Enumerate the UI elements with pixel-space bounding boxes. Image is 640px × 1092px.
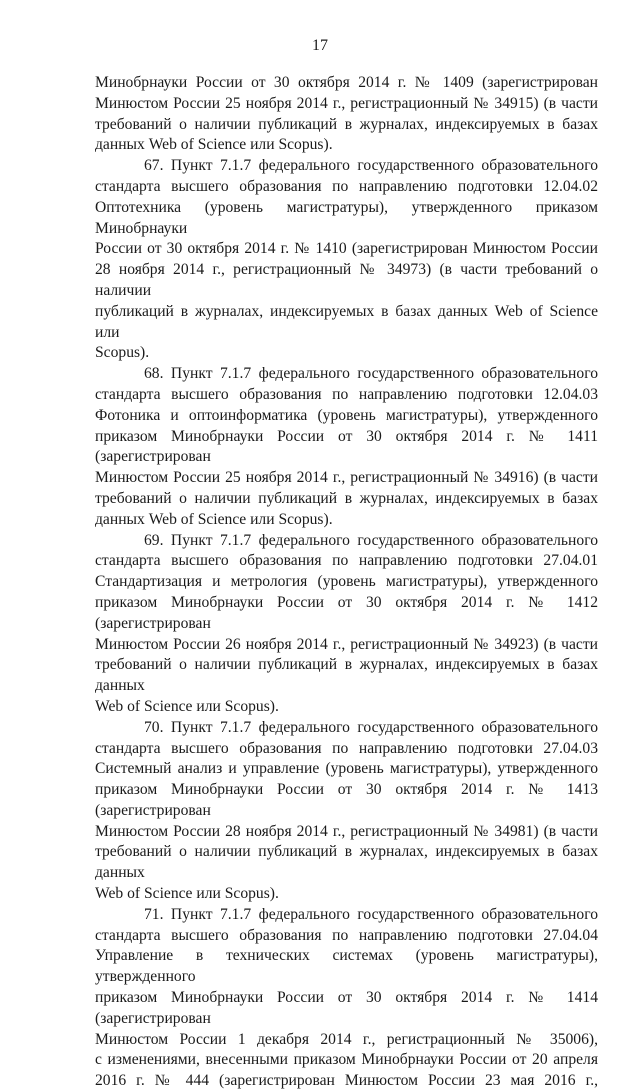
text-line: публикаций в журналах, индексируемых в базах данных Web of Science или xyxy=(95,302,598,341)
text-line: 71. Пункт 7.1.7 федерального государственного образовательного xyxy=(144,905,598,923)
text-line: требований о наличии публикаций в журналах, индексируемых в базах данных xyxy=(95,843,598,882)
text-line: приказом Минобрнауки России от 30 октября 2014 г. № 1411 (зарегистрирован xyxy=(95,427,598,466)
text-line: стандарта высшего образования по направлению подготовки 27.04.04 xyxy=(95,926,598,944)
text-line: 69. Пункт 7.1.7 федерального государственного образовательного xyxy=(144,531,598,549)
paragraph-item-69 xyxy=(95,531,598,718)
text-line: приказом Минобрнауки России от 30 октября 2014 г. № 1414 (зарегистрирован xyxy=(95,989,598,1027)
text-line: стандарта высшего образования по направлению подготовки 12.04.03 xyxy=(95,385,598,403)
text-line: данных Web of Science или Scopus). xyxy=(95,510,333,528)
text-line: данных Web of Science или Scopus). xyxy=(95,136,333,154)
text-line: 68. Пункт 7.1.7 федерального государственного образовательного xyxy=(144,365,598,383)
text-line: стандарта высшего образования по направлению подготовки 27.04.03 xyxy=(95,739,598,757)
text-line: Стандартизация и метрология (уровень магистратуры), утвержденного xyxy=(95,573,598,591)
text-line: требований о наличии публикаций в журналах, индексируемых в базах xyxy=(95,115,598,133)
text-line: Минюстом России 1 декабря 2014 г., регистрационный № 35006), xyxy=(95,1030,598,1048)
text-line: 28 ноября 2014 г., регистрационный № 34973) (в части требований о наличии xyxy=(95,261,598,299)
paragraph-item-70 xyxy=(95,718,598,905)
text-line: Web of Science или Scopus). xyxy=(95,697,279,715)
text-line: Минюстом России 28 ноября 2014 г., регистрационный № 34981) (в части xyxy=(95,822,598,840)
text-line: требований о наличии публикаций в журналах, индексируемых в базах данных xyxy=(95,656,598,695)
text-line: Минюстом России 25 ноября 2014 г., регистрационный № 34916) (в части xyxy=(95,469,598,487)
text-line: стандарта высшего образования по направлению подготовки 12.04.02 xyxy=(95,177,598,195)
document-body xyxy=(95,73,598,1092)
text-line: 67. Пункт 7.1.7 федерального государственного образовательного xyxy=(144,157,598,175)
page-number: 17 xyxy=(312,37,328,54)
paragraph-continuation xyxy=(95,73,598,156)
text-line: Scopus). xyxy=(95,344,150,362)
text-line: стандарта высшего образования по направлению подготовки 27.04.01 xyxy=(95,552,598,570)
text-line: Минобрнауки России от 30 октября 2014 г. № 1409 (зарегистрирован xyxy=(95,74,598,91)
text-line: Системный анализ и управление (уровень магистратуры), утвержденного xyxy=(95,760,598,778)
text-line: приказом Минобрнауки России от 30 октября 2014 г. № 1412 (зарегистрирован xyxy=(95,593,598,632)
paragraph-item-68 xyxy=(95,364,598,530)
paragraph-item-67 xyxy=(95,156,598,364)
text-line: с изменениями, внесенными приказом Минобрнауки России от 20 апреля xyxy=(95,1051,598,1069)
text-line: Управление в технических системах (уровень магистратуры), утвержденного xyxy=(95,947,598,986)
text-line: Минюстом России 26 ноября 2014 г., регистрационный № 34923) (в части xyxy=(95,635,598,653)
text-line: Оптотехника (уровень магистратуры), утвержденного приказом Минобрнауки xyxy=(95,198,598,237)
text-line: Минюстом России 25 ноября 2014 г., регистрационный № 34915) (в части xyxy=(95,94,598,112)
text-line: России от 30 октября 2014 г. № 1410 (зарегистрирован Минюстом России xyxy=(95,240,598,258)
paragraph-item-71 xyxy=(95,905,598,1092)
text-line: Web of Science или Scopus). xyxy=(95,885,279,903)
text-line: 70. Пункт 7.1.7 федерального государственного образовательного xyxy=(144,718,598,736)
text-line: Фотоника и оптоинформатика (уровень магистратуры), утвержденного xyxy=(95,406,598,424)
text-line: 2016 г. № 444 (зарегистрирован Минюстом России 23 мая 2016 г., xyxy=(95,1072,598,1090)
text-line: требований о наличии публикаций в журналах, индексируемых в базах xyxy=(95,489,598,507)
text-line: приказом Минобрнауки России от 30 октября 2014 г. № 1413 (зарегистрирован xyxy=(95,781,598,819)
